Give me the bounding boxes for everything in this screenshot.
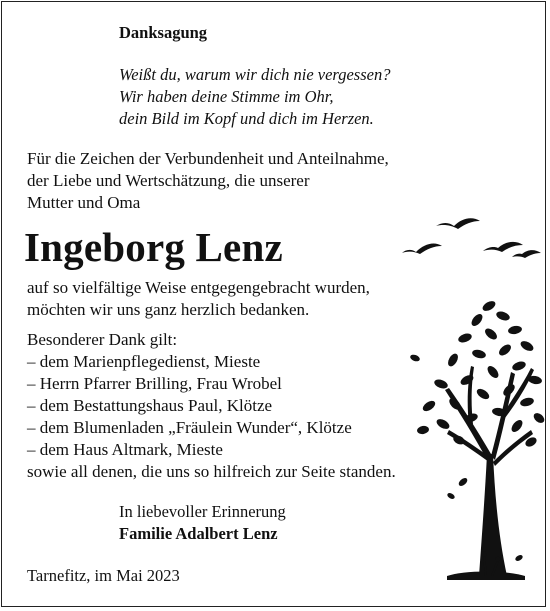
special-thanks-item: – dem Marienpflegedienst, Mieste bbox=[27, 352, 261, 371]
deceased-name: Ingeborg Lenz bbox=[24, 224, 283, 270]
place-date: Tarnefitz, im Mai 2023 bbox=[27, 566, 180, 585]
poem-line: Wir haben deine Stimme im Ohr, bbox=[119, 87, 334, 106]
family-signature: Familie Adalbert Lenz bbox=[119, 524, 278, 543]
special-thanks-closing: sowie all denen, die uns so hilfreich zur Seite standen. bbox=[27, 462, 396, 481]
heading: Danksagung bbox=[119, 23, 208, 42]
flying-birds-icon bbox=[402, 214, 542, 266]
intro-line: Für die Zeichen der Verbundenheit und Anteilnahme, bbox=[27, 149, 389, 168]
special-thanks-item: – dem Bestattungshaus Paul, Klötze bbox=[27, 396, 273, 415]
poem-line: dein Bild im Kopf und dich im Herzen. bbox=[119, 109, 374, 128]
special-thanks-item: – dem Blumenladen „Fräulein Wunder“, Klötze bbox=[27, 418, 352, 437]
tree-icon bbox=[407, 294, 545, 582]
obituary-card bbox=[1, 1, 546, 607]
special-thanks-item: – Herrn Pfarrer Brilling, Frau Wrobel bbox=[27, 374, 282, 393]
remembrance-line: In liebevoller Erinnerung bbox=[119, 502, 286, 521]
intro-line: der Liebe und Wertschätzung, die unserer bbox=[27, 171, 310, 190]
intro-line: Mutter und Oma bbox=[27, 193, 141, 212]
thanks-line: möchten wir uns ganz herzlich bedanken. bbox=[27, 300, 310, 319]
special-thanks-title: Besonderer Dank gilt: bbox=[27, 330, 178, 349]
special-thanks-item: – dem Haus Altmark, Mieste bbox=[27, 440, 223, 459]
thanks-line: auf so vielfältige Weise entgegengebracht wurden, bbox=[27, 278, 370, 297]
poem-line: Weißt du, warum wir dich nie vergessen? bbox=[119, 65, 391, 84]
